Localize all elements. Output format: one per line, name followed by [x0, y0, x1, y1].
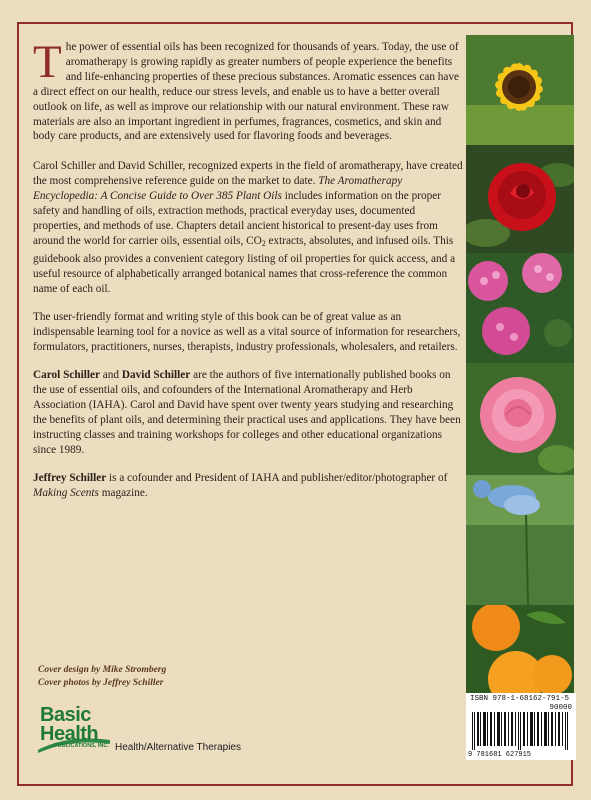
- cover-credits: [38, 664, 166, 690]
- sunflower-photo: [466, 35, 574, 145]
- design-credit: Cover design by Mike Stromberg: [38, 665, 167, 675]
- photographer-paragraph: Jeffrey Schiller is a cofounder and President of IAHA and publisher/editor/photographer of Making Scents magazine.: [33, 472, 448, 500]
- publisher-logo: [36, 706, 112, 754]
- author-name: Carol Schiller: [33, 369, 100, 382]
- oranges-photo: [466, 605, 574, 695]
- book-title: The Aromatherapy Encyclopedia: A Concise Guide to Over 385 Plant Oils: [33, 175, 403, 203]
- logo-word-basic: Basic: [40, 704, 91, 726]
- photo-credit: Cover photos by Jeffrey Schiller: [38, 678, 164, 688]
- drop-cap: T: [33, 36, 62, 88]
- photographer-name: Jeffrey Schiller: [33, 472, 107, 485]
- description-text: [33, 36, 463, 514]
- intro-paragraph: The power of essential oils has been recognized for thousands of years. Today, the use of aromatherapy is growing rapidly as greater numbers of people experience the benefits and life-enhancing properties of these precious substances. Aromatic essences can have a direct effect on our health, reduce our stress levels, and enable us to have a better overall outlook on life, as well as improve our relationship with our natural environment. These raw materials are also an important ingredient in perfumes, fragrances, cosmetics, and skin and body care products, and are extensively used for flavoring foods and beverages.: [33, 36, 460, 143]
- barcode-digits: 9 781681 627915: [468, 751, 532, 759]
- barcode-bars-icon: [472, 712, 570, 750]
- price-code: 90000: [549, 704, 572, 712]
- book-category: Health/Alternative Therapies: [115, 742, 241, 753]
- barcode: [466, 693, 576, 760]
- audience-paragraph: The user-friendly format and writing style of this book can be of great value as an indispensable learning tool for a novice as well as a vital source of information for researchers, formulators, practitioners, nurses, therapists, industry professionals, wholesalers, and retailers.: [33, 311, 461, 353]
- red-rose-photo: [466, 145, 574, 253]
- logo-subtitle: PUBLICATIONS, INC.: [54, 743, 109, 749]
- isbn-number: ISBN 978-1-68162-791-5: [470, 695, 570, 703]
- pink-rose-photo: [466, 363, 574, 475]
- pink-geranium-photo: [466, 253, 574, 363]
- photo-strip: [466, 35, 574, 695]
- author-name: David Schiller: [121, 369, 191, 382]
- blue-flax-photo: [466, 475, 574, 605]
- book-summary-paragraph: Carol Schiller and David Schiller, recognized experts in the field of aromatherapy, have created the most comprehensive reference guide on the market to date. The Aromatherapy Encyclopedia: A Concise Guide to Over 385 Plant Oils includes information on the proper safety and handling of oils, extraction methods, practical everyday uses, documented properties, and methods of use. Chapters detail ancient historical to present-day uses from around the world for carrier oils, essential oils, $CO_2$ extracts, absolutes, and infused oils. This guidebook also provides a convenient category listing of oil properties for quick access, and a useful resource of alphabetically arranged botanical names that cross-reference the common name of each oil.: [33, 160, 463, 295]
- magazine-title: Making Scents: [33, 487, 99, 500]
- authors-paragraph: Carol Schiller and David Schiller are the authors of five internationally published books on the use of essential oils, and cofounders of the International Aromatherapy and Herb Association (IAHA). Carol and David have spent over twenty years studying and researching the benefits of plant oils, and determining their practical uses and applications. They have been instructing classes and training workshops for colleges and other educational organizations since 1989.: [33, 369, 461, 456]
- logo-word-health: Health: [40, 723, 99, 745]
